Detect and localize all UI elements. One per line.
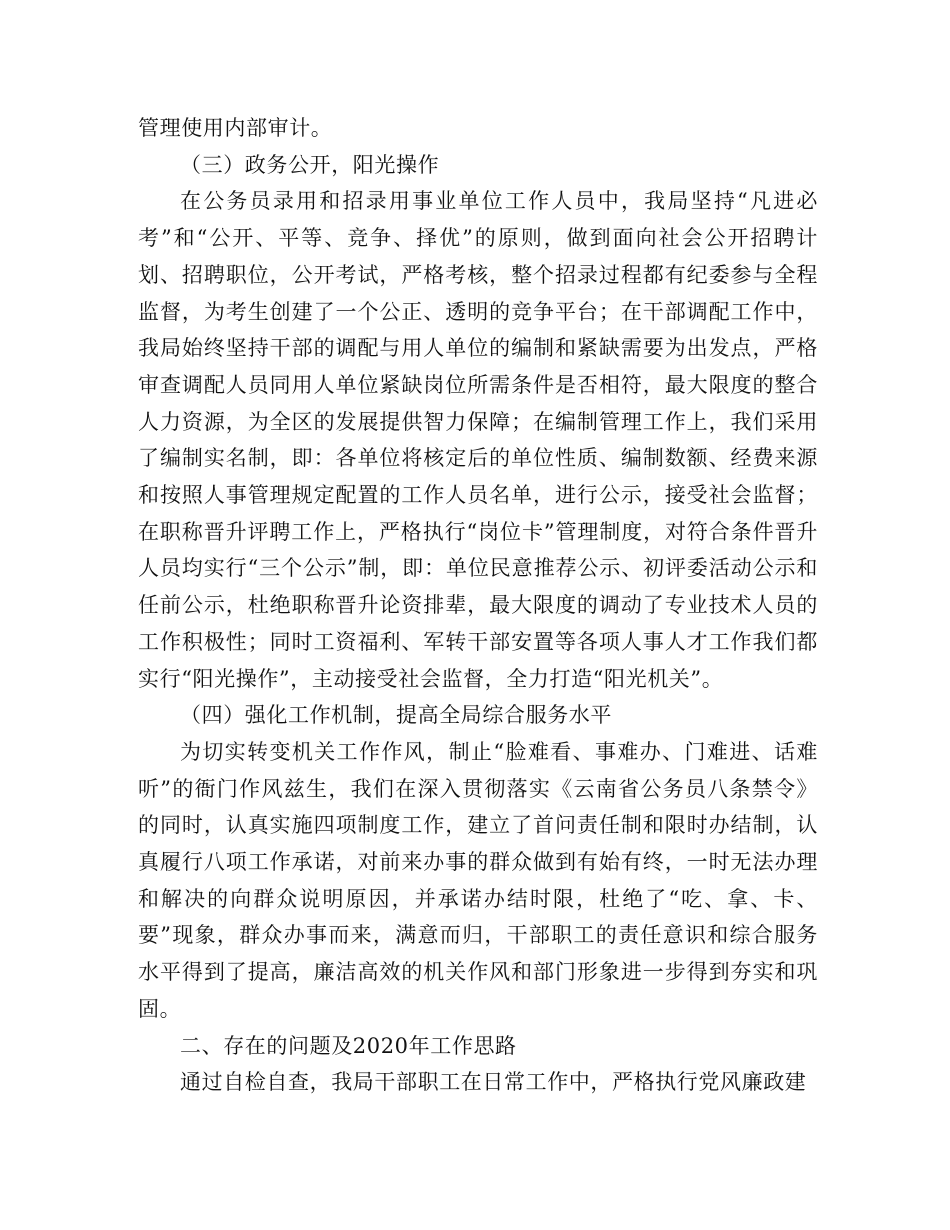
- document-body: [138, 110, 818, 1101]
- paragraph-continuation: 管理使用内部审计。: [138, 116, 333, 140]
- section-heading-4: （四）强化工作机制，提高全局综合服务水平: [180, 703, 612, 728]
- section-heading-problems: 二、存在的问题及2020年工作思路: [180, 1033, 517, 1058]
- section-heading-3: （三）政务公开，阳光操作: [180, 152, 440, 177]
- paragraph-self-inspection: 通过自检自查，我局干部职工在日常工作中，严格执行党风廉政建: [180, 1070, 807, 1095]
- paragraph-open-government: 在公务员录用和招录用事业单位工作人员中，我局坚持“凡进必考”和“公开、平等、竞争、择优”的原则，做到面向社会公开招聘计划、招聘职位，公开考试，严格考核，整个招录过程都有纪委参与全程监督，为考生创建了一个公正、透明的竞争平台；在干部调配工作中，我局始终坚持干部的调配与用人单位的编制和紧缺需要为出发点，严格审查调配人员同用人单位紧缺岗位所需条件是否相符，最大限度的整合人力资源，为全区的发展提供智力保障；在编制管理工作上，我们采用了编制实名制，即：各单位将核定后的单位性质、编制数额、经费来源和按照人事管理规定配置的工作人员名单，进行公示，接受社会监督；在职称晋升评聘工作上，严格执行“岗位卡”管理制度，对符合条件晋升人员均实行“三个公示”制，即：单位民意推荐公示、初评委活动公示和任前公示，杜绝职称晋升论资排辈，最大限度的调动了专业技术人员的工作积极性；同时工资福利、军转干部安置等各项人事人才工作我们都实行“阳光操作”，主动接受社会监督，全力打造“阳光机关”。: [138, 189, 818, 691]
- paragraph-work-mechanism: 为切实转变机关工作作风，制止“脸难看、事难办、门难进、话难听”的衙门作风兹生，我们在深入贯彻落实《云南省公务员八条禁令》的同时，认真实施四项制度工作，建立了首问责任制和限时办结制，认真履行八项工作承诺，对前来办事的群众做到有始有终，一时无法办理和解决的向群众说明原因，并承诺办结时限，杜绝了“吃、拿、卡、要”现象，群众办事而来，满意而归，干部职工的责任意识和综合服务水平得到了提高，廉洁高效的机关作风和部门形象进一步得到夯实和巩固。: [138, 739, 818, 1021]
